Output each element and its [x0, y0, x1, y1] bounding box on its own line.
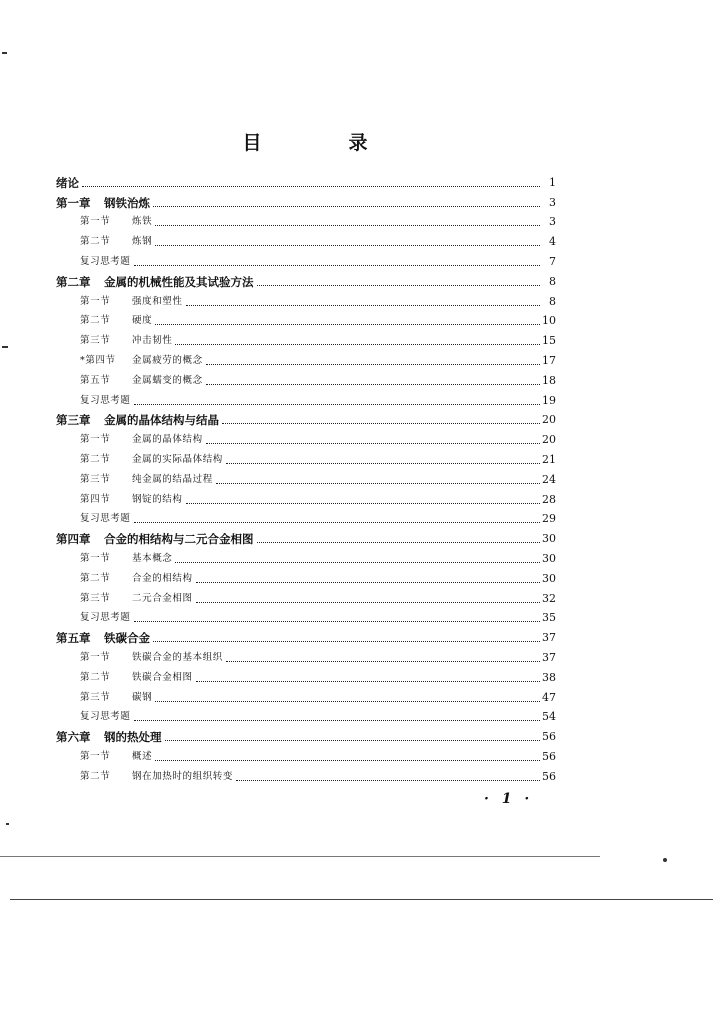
toc-entry-title: [56, 691, 153, 705]
scan-speck: [2, 52, 7, 54]
toc-entry: [56, 507, 556, 527]
toc-entry: [56, 408, 556, 428]
dot-leader: [226, 462, 540, 464]
toc-entry-title: [56, 394, 132, 408]
toc-entry-number: 第一节: [80, 552, 111, 564]
dot-leader: [155, 700, 540, 702]
toc-entry: [56, 685, 556, 705]
toc-entry: [56, 447, 556, 467]
toc-entry-label: 铁碳合金相图: [132, 671, 193, 683]
toc-entry-number: 第三节: [80, 592, 111, 604]
dot-leader: [134, 620, 540, 622]
toc-entry-page: 3: [549, 195, 556, 209]
toc-entry-label: 复习思考题: [80, 711, 131, 723]
toc-entry: [56, 645, 556, 665]
dot-leader: [165, 739, 541, 741]
toc-entry-number: 第一节: [80, 295, 111, 307]
toc-entry-label: 金属的晶体结构: [132, 434, 203, 446]
toc-entry: [56, 546, 556, 566]
toc-entry-label: 强度和塑性: [132, 295, 183, 307]
toc-entry-label: 金属疲劳的概念: [132, 354, 203, 366]
toc-entry: [56, 467, 556, 487]
toc-entry: [56, 249, 556, 269]
toc-entry-page: 7: [549, 254, 556, 268]
dot-leader: [82, 185, 540, 187]
toc-entry-number: 第四节: [80, 493, 111, 505]
toc-entry-label: 钢锭的结构: [132, 493, 183, 505]
toc-entry: [56, 764, 556, 784]
toc-entry: [56, 744, 556, 764]
dot-leader: [134, 521, 540, 523]
dot-leader: [134, 719, 540, 721]
toc-entry-title: [56, 512, 132, 526]
toc-entry: [56, 229, 556, 249]
toc-entry-title: [56, 314, 153, 328]
toc-entry-number: 第一节: [80, 651, 111, 663]
toc-entry-number: 第一节: [80, 750, 111, 762]
dot-leader: [196, 601, 540, 603]
toc-entry-label: 二元合金相图: [132, 592, 193, 604]
toc-entry-label: 钢的热处理: [104, 730, 162, 745]
toc-entry-label: 碳钢: [132, 691, 153, 703]
toc-entry-label: 钢在加热时的组织转变: [132, 770, 234, 782]
toc-entry-label: 炼铁: [132, 216, 153, 228]
toc-entry: [56, 606, 556, 626]
dot-leader: [134, 264, 540, 266]
toc-entry-title: [56, 750, 153, 764]
toc-entry: [56, 269, 556, 289]
toc-entry: [56, 705, 556, 725]
toc-entry-label: 铁碳合金: [104, 631, 150, 646]
dot-leader: [175, 343, 540, 345]
toc-entry-page: 8: [549, 294, 556, 308]
toc-entry-page: 20: [542, 413, 556, 427]
scan-rule-top: [0, 856, 600, 857]
toc-entry: [56, 190, 556, 210]
toc-entry-title: [56, 473, 214, 487]
dot-leader: [257, 541, 541, 543]
toc-entry-title: [56, 493, 184, 507]
toc-entry-number: 第二节: [80, 236, 111, 248]
toc-entry: [56, 665, 556, 685]
toc-entry: [56, 487, 556, 507]
toc-entry-page: 54: [542, 710, 556, 724]
toc-entry: [56, 388, 556, 408]
toc-entry-title: [56, 631, 151, 645]
toc-entry-page: 18: [542, 373, 556, 387]
toc-entry-title: [56, 453, 224, 467]
toc-entry-title: [56, 532, 255, 546]
scan-speck: [2, 346, 8, 348]
toc-entry-label: 铁碳合金的基本组织: [132, 651, 223, 663]
toc-entry-title: [56, 552, 173, 566]
dot-leader: [257, 284, 541, 286]
dot-leader: [134, 403, 540, 405]
toc-entry-page: 37: [542, 650, 556, 664]
toc-entry-title: [56, 275, 255, 289]
toc-entry-title: [56, 592, 194, 606]
toc-entry-number: 第五章: [56, 631, 91, 646]
toc-entry-number: 第二节: [80, 572, 111, 584]
toc-entry-page: 28: [542, 492, 556, 506]
toc-entry-title: [56, 651, 224, 665]
toc-entry-title: [56, 176, 80, 190]
toc-entry-label: 复习思考题: [80, 394, 131, 406]
toc-entry-number: 第一章: [56, 195, 91, 210]
toc-entry: [56, 724, 556, 744]
toc-entry-title: [56, 710, 132, 724]
dot-leader: [196, 581, 540, 583]
dot-leader: [206, 442, 540, 444]
page-number: · 1 ·: [484, 791, 534, 807]
toc-entry-label: 复习思考题: [80, 255, 131, 267]
toc-entry-label: 绪论: [56, 175, 79, 190]
page-title: 目 录: [242, 132, 402, 154]
toc-entry-label: 钢铁治炼: [104, 195, 150, 210]
toc-entry-number: 第三节: [80, 691, 111, 703]
dot-leader: [226, 660, 540, 662]
toc-entry-number: 第一节: [80, 434, 111, 446]
toc-entry-label: 合金的相结构: [132, 572, 193, 584]
dot-leader: [196, 680, 540, 682]
toc-entry: [56, 625, 556, 645]
dot-leader: [155, 244, 540, 246]
toc-entry: [56, 328, 556, 348]
toc-entry-title: [56, 572, 194, 586]
toc-entry-title: [56, 295, 184, 309]
toc-entry-title: [56, 413, 220, 427]
dot-leader: [222, 422, 540, 424]
toc-entry-title: [56, 255, 132, 269]
toc-entry-page: 1: [549, 175, 556, 189]
toc-entry: [56, 566, 556, 586]
toc-entry-label: 复习思考题: [80, 513, 131, 525]
toc-entry-page: 56: [542, 769, 556, 783]
dot-leader: [216, 482, 540, 484]
toc-entry-label: 合金的相结构与二元合金相图: [104, 532, 254, 547]
toc-entry-label: 金属的机械性能及其试验方法: [104, 274, 254, 289]
dot-leader: [206, 383, 540, 385]
dot-leader: [186, 502, 540, 504]
toc-entry-page: 10: [542, 314, 556, 328]
toc-entry-label: 冲击韧性: [132, 335, 173, 347]
toc-entry-page: 56: [542, 749, 556, 763]
dot-leader: [206, 363, 540, 365]
toc-entry-number: 第六章: [56, 730, 91, 745]
toc-entry-page: 19: [542, 393, 556, 407]
dot-leader: [153, 205, 540, 207]
dot-leader: [186, 304, 540, 306]
toc-entry-page: 4: [549, 235, 556, 249]
toc-entry-page: 32: [542, 591, 556, 605]
toc-entry-label: 金属的晶体结构与结晶: [104, 413, 219, 428]
toc-entry: [56, 348, 556, 368]
toc-entry: [56, 368, 556, 388]
toc-entry-page: 56: [542, 730, 556, 744]
toc-entry-page: 8: [549, 274, 556, 288]
toc-entry-label: 金属蠕变的概念: [132, 374, 203, 386]
toc-entry-title: [56, 196, 151, 210]
toc-entry: [56, 309, 556, 329]
toc-entry-title: [56, 354, 204, 368]
toc-entry-page: 30: [542, 551, 556, 565]
toc-entry-number: 第四章: [56, 532, 91, 547]
toc-entry-number: 第五节: [80, 374, 111, 386]
toc-entry-number: 第三节: [80, 335, 111, 347]
toc-entry-title: [56, 770, 234, 784]
toc-entry-page: 24: [542, 472, 556, 486]
toc-entry-page: 47: [542, 690, 556, 704]
toc-entry-label: 纯金属的结晶过程: [132, 473, 213, 485]
toc-entry-page: 37: [542, 631, 556, 645]
dot-leader: [155, 323, 540, 325]
toc-entry: [56, 586, 556, 606]
toc-entry-page: 3: [549, 215, 556, 229]
dot-leader: [155, 759, 540, 761]
toc-entry-title: [56, 611, 132, 625]
toc-entry-page: 30: [542, 532, 556, 546]
toc-entry-title: [56, 235, 153, 249]
toc-entry: [56, 427, 556, 447]
toc-entry-title: [56, 730, 163, 744]
toc-entry-number: 第二节: [80, 770, 111, 782]
toc-entry-title: [56, 433, 204, 447]
toc-entry-number: 第二节: [80, 453, 111, 465]
toc-entry-page: 21: [542, 452, 556, 466]
table-of-contents: [56, 170, 556, 784]
toc-entry-title: [56, 334, 173, 348]
toc-entry: [56, 526, 556, 546]
toc-entry-number: 第三章: [56, 413, 91, 428]
toc-entry-page: 15: [542, 334, 556, 348]
toc-entry-page: 29: [542, 512, 556, 526]
toc-entry-label: 金属的实际晶体结构: [132, 453, 223, 465]
dot-leader: [175, 561, 540, 563]
toc-entry-page: 38: [542, 670, 556, 684]
toc-entry-label: 硬度: [132, 315, 153, 327]
toc-entry-label: 概述: [132, 750, 153, 762]
toc-entry-label: 炼钢: [132, 236, 153, 248]
scan-speck: [663, 858, 667, 862]
toc-entry-page: 17: [542, 353, 556, 367]
toc-entry-number: *第四节: [80, 354, 116, 366]
dot-leader: [155, 224, 540, 226]
toc-entry-label: 复习思考题: [80, 612, 131, 624]
toc-entry-title: [56, 215, 153, 229]
toc-entry-number: 第二章: [56, 274, 91, 289]
toc-entry-number: 第一节: [80, 216, 111, 228]
toc-entry: [56, 289, 556, 309]
dot-leader: [153, 640, 540, 642]
toc-entry-title: [56, 374, 204, 388]
toc-entry-page: 35: [542, 611, 556, 625]
toc-entry-number: 第三节: [80, 473, 111, 485]
toc-entry-label: 基本概念: [132, 552, 173, 564]
toc-entry-number: 第二节: [80, 671, 111, 683]
toc-entry-number: 第二节: [80, 315, 111, 327]
toc-entry-page: 20: [542, 433, 556, 447]
dot-leader: [236, 779, 540, 781]
toc-entry-title: [56, 671, 194, 685]
toc-entry: [56, 210, 556, 230]
toc-entry: [56, 170, 556, 190]
scan-speck: [6, 823, 9, 825]
scan-rule-bottom: [10, 899, 713, 900]
toc-entry-page: 30: [542, 571, 556, 585]
